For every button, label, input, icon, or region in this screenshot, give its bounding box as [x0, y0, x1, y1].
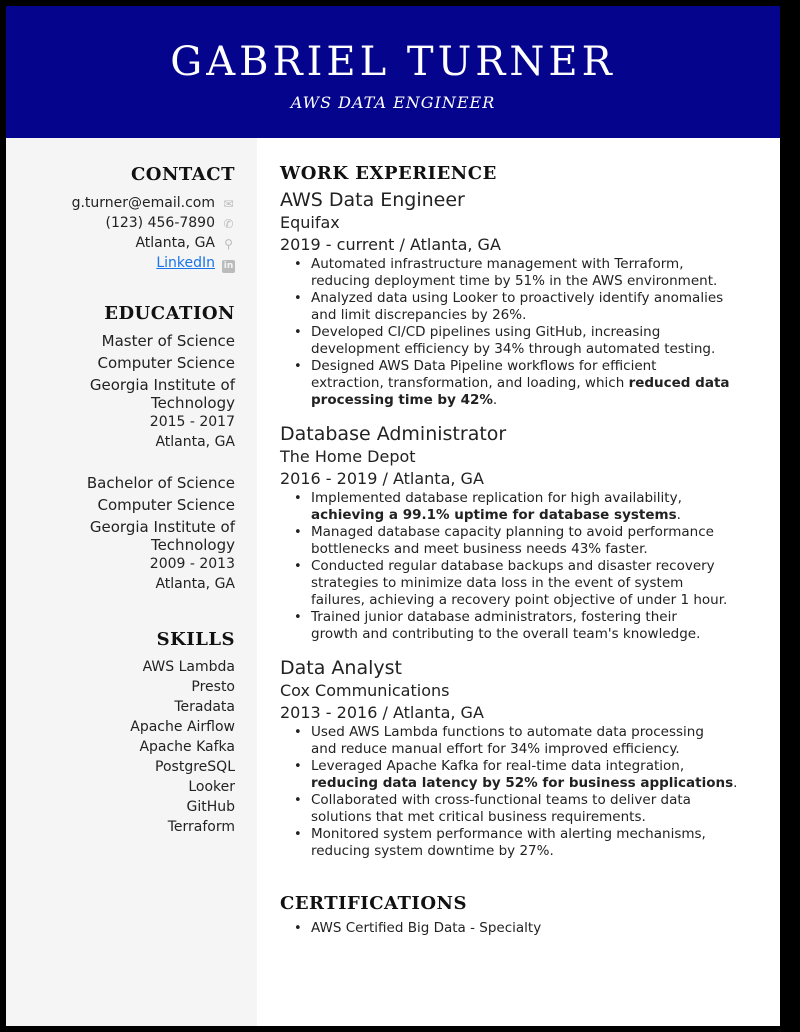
degree: Bachelor of Science — [86, 474, 235, 492]
skill-item: Teradata — [174, 699, 235, 715]
job-title: Database Administrator — [280, 423, 507, 445]
contact-linkedin-row — [10, 253, 235, 273]
skill-item: AWS Lambda — [142, 659, 235, 675]
job-bullet: • Used AWS Lambda functions to automate data processing and reduce manual effort for 34% improved efficiency. — [294, 724, 770, 758]
certifications-heading: CERTIFICATIONS — [280, 893, 467, 914]
field: Computer Science — [97, 496, 235, 514]
job-bullet: • Conducted regular database backups and disaster recovery strategies to minimize data loss in the event of system failures, achieving a recovery point objective of under 1 hour. — [294, 558, 770, 609]
job-location: Atlanta, GA — [392, 469, 484, 488]
envelope-icon: ✉ — [223, 197, 234, 211]
job-bullet: • Analyzed data using Looker to proactively identify anomalies and limit discrepancies by 26%. — [294, 290, 770, 324]
job-bullet: • Collaborated with cross-functional teams to deliver data solutions that met critical business requirements. — [294, 792, 770, 826]
job-bullets — [294, 256, 770, 409]
skills-heading: SKILLS — [156, 629, 235, 650]
contact-phone-row — [10, 213, 235, 233]
contact-email[interactable]: g.turner@email.com — [71, 195, 215, 211]
job-bullets — [294, 490, 770, 643]
job-years: 2016 - 2019 — [280, 469, 378, 488]
job-title: Data Analyst — [280, 657, 402, 679]
school-cont: Technology — [150, 394, 235, 412]
linkedin-link[interactable]: LinkedIn — [156, 255, 215, 271]
school-cont: Technology — [150, 536, 235, 554]
skill-item: Apache Kafka — [139, 739, 235, 755]
job-company: The Home Depot — [280, 447, 416, 466]
edu-years: 2009 - 2013 — [149, 556, 235, 572]
edu-years: 2015 - 2017 — [149, 414, 235, 430]
field: Computer Science — [97, 354, 235, 372]
linkedin-icon: in — [223, 261, 234, 271]
contact-phone: (123) 456-7890 — [105, 215, 215, 231]
education-item — [10, 332, 235, 452]
job-years: 2019 - current — [280, 235, 395, 254]
job-bullet: • Managed database capacity planning to avoid performance bottlenecks and meet business needs 43% faster. — [294, 524, 770, 558]
edu-location: Atlanta, GA — [155, 576, 235, 592]
job-separator: / — [382, 469, 388, 488]
job-bullet: • Designed AWS Data Pipeline workflows for efficient extraction, transformation, and loading, which reduced data processing time by 42%. — [294, 358, 770, 409]
degree: Master of Science — [101, 332, 235, 350]
skill-item: Terraform — [167, 819, 235, 835]
skill-item: Apache Airflow — [130, 719, 235, 735]
sidebar — [6, 138, 257, 1026]
main-content — [280, 138, 770, 937]
skill-item: PostgreSQL — [155, 759, 235, 775]
job-entry — [280, 656, 770, 860]
job-dates-location — [280, 702, 770, 724]
job-years: 2013 - 2016 — [280, 703, 378, 722]
education-section — [10, 303, 235, 594]
skills-section — [10, 629, 235, 837]
job-dates-location — [280, 468, 770, 490]
job-bullet: • Implemented database replication for high availability, achieving a 99.1% uptime for database systems. — [294, 490, 770, 524]
edu-location: Atlanta, GA — [155, 434, 235, 450]
resume-page — [6, 6, 780, 1026]
job-title: AWS Data Engineer — [280, 189, 465, 211]
certification-item: • AWS Certified Big Data - Specialty — [294, 920, 770, 937]
job-separator: / — [399, 235, 405, 254]
job-bullets — [294, 724, 770, 860]
job-bullet: • Developed CI/CD pipelines using GitHub, increasing development efficiency by 34% through automated testing. — [294, 324, 770, 358]
school: Georgia Institute of — [89, 518, 235, 536]
phone-icon: ✆ — [223, 217, 234, 231]
job-bullet: • Automated infrastructure management with Terraform, reducing deployment time by 51% in the AWS environment. — [294, 256, 770, 290]
job-separator: / — [382, 703, 388, 722]
job-entry — [280, 188, 770, 409]
map-pin-icon: ⚲ — [224, 237, 233, 251]
contact-email-row — [10, 193, 235, 213]
candidate-title: AWS DATA ENGINEER — [290, 93, 496, 112]
candidate-name: GABRIEL TURNER — [170, 39, 616, 85]
contact-section — [10, 164, 235, 273]
contact-heading: CONTACT — [130, 164, 235, 185]
school: Georgia Institute of — [89, 376, 235, 394]
education-item — [10, 474, 235, 594]
contact-location-row — [10, 233, 235, 253]
job-company: Equifax — [280, 213, 340, 232]
skill-item: Looker — [188, 779, 235, 795]
certifications-section — [280, 893, 770, 937]
job-location: Atlanta, GA — [392, 703, 484, 722]
certification-list — [294, 920, 770, 937]
job-entry — [280, 422, 770, 643]
experience-heading: WORK EXPERIENCE — [280, 163, 497, 184]
education-heading: EDUCATION — [104, 303, 235, 324]
job-bullet: • Monitored system performance with alerting mechanisms, reducing system downtime by 27%. — [294, 826, 770, 860]
skill-item: Presto — [191, 679, 235, 695]
skill-item: GitHub — [186, 799, 235, 815]
job-bullet: • Trained junior database administrators, fostering their growth and contributing to the overall team's knowledge. — [294, 609, 770, 643]
contact-location: Atlanta, GA — [135, 235, 215, 251]
job-location: Atlanta, GA — [409, 235, 501, 254]
job-bullet: • Leveraged Apache Kafka for real-time data integration, reducing data latency by 52% for business applications. — [294, 758, 770, 792]
job-company: Cox Communications — [280, 681, 450, 700]
resume-header — [6, 6, 780, 138]
job-dates-location — [280, 234, 770, 256]
